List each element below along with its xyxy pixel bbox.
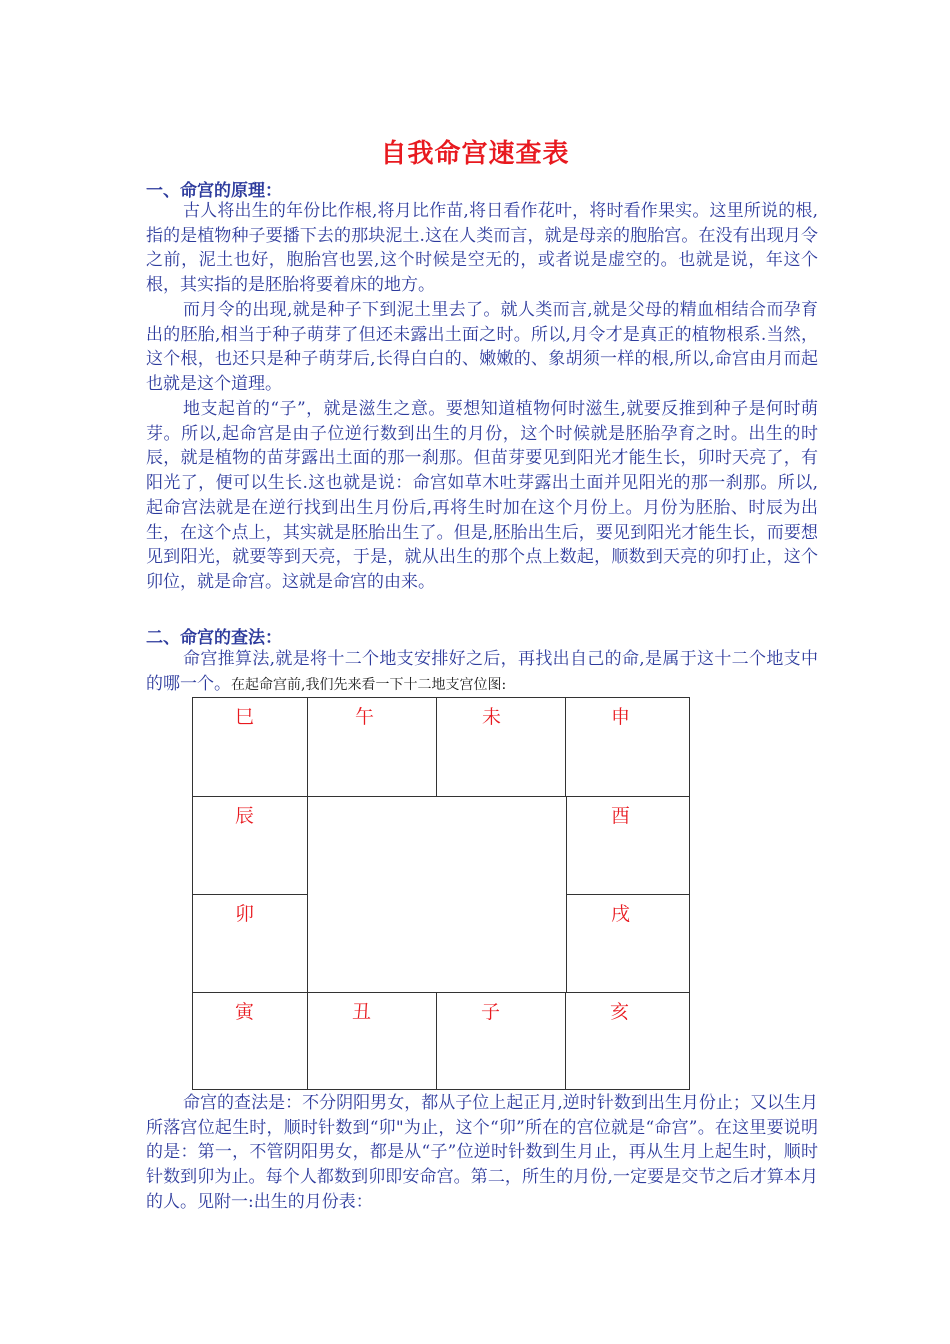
palace-cell-si	[193, 698, 308, 797]
palace-cell-yin	[193, 993, 308, 1089]
branch-label-yin: 寅	[235, 1001, 255, 1023]
earthly-branches-palace-diagram	[192, 697, 690, 1090]
paragraph-principle-3: 地支起首的“子”，就是滋生之意。要想知道植物何时滋生,就要反推到种子是何时萌芽。所以,起命宫是由子位逆行数到出生的月份，这个时候就是胚胎孕育之时。出生的时辰，就是植物的苗芽露出土面的那一刹那。但苗芽要见到阳光才能生长，卯时天亮了，有阳光了，便可以生长.这也就是说：命宫如草木吐芽露出土面并见阳光的那一刹那。所以,起命宫法就是在逆行找到出生月份后,再将生时加在这个月份上。月份为胚胎、时辰为出生，在这个点上，其实就是胚胎出生了。但是,胚胎出生后，要见到阳光才能生长，而要想见到阳光，就要等到天亮，于是，就从出生的那个点上数起，顺数到天亮的卯打止，这个卯位，就是命宫。这就是命宫的由来。	[146, 399, 818, 592]
palace-cell-wu	[308, 698, 437, 797]
branch-label-shen: 申	[611, 706, 631, 728]
branch-label-chou: 丑	[352, 1001, 372, 1023]
branch-label-wei: 未	[482, 706, 502, 728]
branch-label-you: 酉	[611, 805, 631, 827]
branch-label-xu: 戌	[611, 903, 631, 925]
branch-label-si: 巳	[235, 706, 255, 728]
branch-label-wu: 午	[355, 706, 375, 728]
palace-cell-wei	[437, 698, 566, 797]
paragraph-method-intro	[146, 647, 818, 697]
palace-cell-chou	[308, 993, 437, 1089]
palace-cell-mao	[193, 895, 308, 993]
palace-cell-shen	[566, 698, 689, 797]
method-intro-note: 在起命宫前,我们先来看一下十二地支宫位图:	[231, 676, 507, 693]
palace-cell-you	[566, 797, 689, 895]
branch-label-zi: 子	[481, 1001, 501, 1023]
branch-label-hai: 亥	[610, 1001, 630, 1023]
palace-cell-zi	[437, 993, 566, 1089]
section-heading-principle: 一、命宫的原理：	[146, 181, 282, 201]
branch-label-chen: 辰	[235, 805, 255, 827]
paragraph-method-rules: 命宫的查法是：不分阴阳男女，都从子位上起正月,逆时针数到出生月份止；又以生月所落宫位起生时，顺时针数到“卯"为止，这个“卯”所在的宫位就是“命宫”。在这里要说明的是：第一，不管阴阳男女，都是从“子”位逆时针数到生月止，再从生月上起生时，顺时针数到卯为止。每个人都数到卯即安命宫。第二，所生的月份,一定要是交节之后才算本月的人。见附一:出生的月份表：	[146, 1093, 818, 1212]
branch-label-mao: 卯	[235, 903, 255, 925]
palace-cell-hai	[566, 993, 689, 1089]
palace-cell-xu	[566, 895, 689, 993]
palace-center-area	[308, 797, 566, 993]
page-title: 自我命宫速查表	[380, 139, 570, 169]
section-heading-method: 二、命宫的查法：	[146, 628, 282, 648]
paragraph-principle-1: 古人将出生的年份比作根,将月比作苗,将日看作花叶，将时看作果实。这里所说的根,指的是植物种子要播下去的那块泥土.这在人类而言，就是母亲的胞胎宫。在没有出现月令之前，泥土也好，胞胎宫也罢,这个时候是空无的，或者说是虚空的。也就是说，年这个根，其实指的是胚胎将要着床的地方。	[146, 201, 818, 296]
method-intro-text: 命宫推算法,就是将十二个地支安排好之后，再找出自己的命,是属于这十二个地支中的哪一个。	[146, 649, 818, 694]
paragraph-principle-2: 而月令的出现,就是种子下到泥土里去了。就人类而言,就是父母的精血相结合而孕育出的胚胎,相当于种子萌芽了但还未露出土面之时。所以,月令才是真正的植物根系.当然，这个根，也还只是种子萌芽后,长得白白的、嫩嫩的、象胡须一样的根,所以,命宫由月而起也就是这个道理。	[146, 300, 818, 395]
palace-cell-chen	[193, 797, 308, 895]
